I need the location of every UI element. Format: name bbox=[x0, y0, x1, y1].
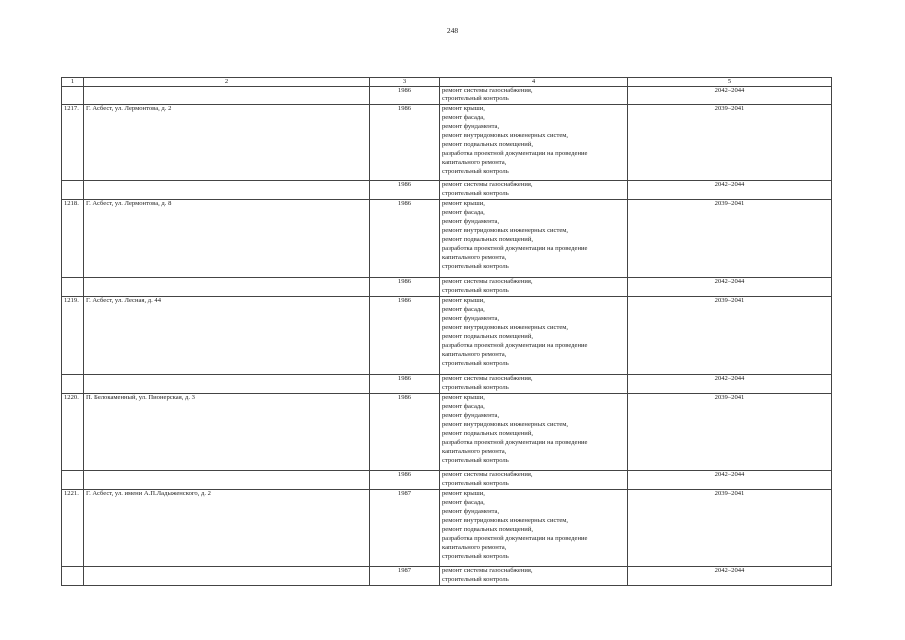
work-item: строительный контроль bbox=[442, 287, 509, 295]
column-header-number: 1 bbox=[62, 78, 84, 87]
work-item: строительный контроль bbox=[442, 167, 509, 175]
work-item: строительный контроль bbox=[442, 262, 509, 270]
table-row bbox=[62, 394, 832, 471]
work-item: ремонт крыши, bbox=[442, 105, 485, 113]
row-number-cell: 1220. bbox=[62, 394, 84, 471]
year-built-cell: 1986 bbox=[370, 105, 440, 181]
row-number-cell bbox=[62, 471, 84, 490]
address-cell: Г. Асбест, ул. имени А.П.Ладыженского, д. 2 bbox=[84, 490, 370, 567]
works-cell bbox=[440, 375, 628, 394]
work-item: ремонт системы газоснабжения, bbox=[442, 471, 533, 479]
repair-schedule-table bbox=[61, 77, 832, 586]
year-built-cell: 1986 bbox=[370, 297, 440, 375]
work-item: разработка проектной документации на проведение bbox=[442, 534, 588, 542]
year-built-cell: 1986 bbox=[370, 86, 440, 105]
work-item: ремонт крыши, bbox=[442, 490, 485, 498]
work-item: ремонт системы газоснабжения, bbox=[442, 567, 533, 575]
work-item: ремонт подвальных помещений, bbox=[442, 332, 533, 340]
column-header-works: 4 bbox=[440, 78, 628, 87]
work-item: строительный контроль bbox=[442, 359, 509, 367]
work-item: ремонт системы газоснабжения, bbox=[442, 278, 533, 286]
table-row bbox=[62, 200, 832, 278]
row-number-cell bbox=[62, 86, 84, 105]
period-cell: 2042–2044 bbox=[628, 567, 832, 586]
work-item: ремонт крыши, bbox=[442, 200, 485, 208]
year-built-cell: 1986 bbox=[370, 375, 440, 394]
work-item: ремонт крыши, bbox=[442, 394, 485, 402]
work-item: ремонт фасада, bbox=[442, 306, 485, 314]
work-item: строительный контроль bbox=[442, 456, 509, 464]
work-item: ремонт внутридомовых инженерных систем, bbox=[442, 132, 569, 140]
work-item: ремонт подвальных помещений, bbox=[442, 525, 533, 533]
work-item: ремонт системы газоснабжения, bbox=[442, 181, 533, 189]
work-item: ремонт фасада, bbox=[442, 209, 485, 217]
address-cell: П. Белокаменный, ул. Пионерская, д. 3 bbox=[84, 394, 370, 471]
works-cell bbox=[440, 105, 628, 181]
table-row bbox=[62, 375, 832, 394]
works-cell bbox=[440, 471, 628, 490]
period-cell: 2039–2041 bbox=[628, 105, 832, 181]
work-item: строительный контроль bbox=[442, 190, 509, 198]
work-item: строительный контроль bbox=[442, 576, 509, 584]
works-cell bbox=[440, 200, 628, 278]
row-number-cell bbox=[62, 375, 84, 394]
work-item: разработка проектной документации на проведение bbox=[442, 149, 588, 157]
year-built-cell: 1986 bbox=[370, 200, 440, 278]
work-item: разработка проектной документации на проведение bbox=[442, 341, 588, 349]
work-item: ремонт внутридомовых инженерных систем, bbox=[442, 421, 569, 429]
address-cell: Г. Асбест, ул. Лесная, д. 44 bbox=[84, 297, 370, 375]
column-header-period: 5 bbox=[628, 78, 832, 87]
period-cell: 2039–2041 bbox=[628, 297, 832, 375]
work-item: строительный контроль bbox=[442, 384, 509, 392]
table-row bbox=[62, 490, 832, 567]
address-cell bbox=[84, 181, 370, 200]
table-row bbox=[62, 105, 832, 181]
work-item: ремонт фундамента, bbox=[442, 508, 500, 516]
row-number-cell: 1217. bbox=[62, 105, 84, 181]
work-item: ремонт системы газоснабжения, bbox=[442, 375, 533, 383]
table-row bbox=[62, 86, 832, 105]
period-cell: 2039–2041 bbox=[628, 490, 832, 567]
work-item: ремонт подвальных помещений, bbox=[442, 429, 533, 437]
row-number-cell: 1219. bbox=[62, 297, 84, 375]
row-number-cell: 1218. bbox=[62, 200, 84, 278]
work-item: ремонт фасада, bbox=[442, 114, 485, 122]
works-cell bbox=[440, 278, 628, 297]
works-cell bbox=[440, 394, 628, 471]
table-row bbox=[62, 297, 832, 375]
year-built-cell: 1987 bbox=[370, 567, 440, 586]
table-header bbox=[62, 78, 832, 87]
work-item: разработка проектной документации на проведение bbox=[442, 244, 588, 252]
work-item: ремонт внутридомовых инженерных систем, bbox=[442, 227, 569, 235]
row-number-cell bbox=[62, 567, 84, 586]
table-row bbox=[62, 181, 832, 200]
work-item: ремонт крыши, bbox=[442, 297, 485, 305]
row-number-cell bbox=[62, 181, 84, 200]
work-item: строительный контроль bbox=[442, 480, 509, 488]
work-item: ремонт внутридомовых инженерных систем, bbox=[442, 324, 569, 332]
table-row bbox=[62, 471, 832, 490]
column-header-address: 2 bbox=[84, 78, 370, 87]
works-cell bbox=[440, 490, 628, 567]
work-item: разработка проектной документации на проведение bbox=[442, 438, 588, 446]
year-built-cell: 1986 bbox=[370, 278, 440, 297]
work-item: капитального ремонта, bbox=[442, 350, 507, 358]
work-item: капитального ремонта, bbox=[442, 158, 507, 166]
address-cell bbox=[84, 375, 370, 394]
works-cell bbox=[440, 181, 628, 200]
work-item: ремонт системы газоснабжения, bbox=[442, 86, 533, 94]
works-cell bbox=[440, 567, 628, 586]
work-item: строительный контроль bbox=[442, 552, 509, 560]
work-item: ремонт подвальных помещений, bbox=[442, 140, 533, 148]
work-item: капитального ремонта, bbox=[442, 447, 507, 455]
work-item: ремонт фундамента, bbox=[442, 412, 500, 420]
table-body bbox=[62, 86, 832, 586]
year-built-cell: 1987 bbox=[370, 490, 440, 567]
work-item: строительный контроль bbox=[442, 95, 509, 103]
work-item: ремонт фасада, bbox=[442, 403, 485, 411]
year-built-cell: 1986 bbox=[370, 181, 440, 200]
period-cell: 2042–2044 bbox=[628, 375, 832, 394]
row-number-cell bbox=[62, 278, 84, 297]
address-cell: Г. Асбест, ул. Лермонтова, д. 2 bbox=[84, 105, 370, 181]
year-built-cell: 1986 bbox=[370, 471, 440, 490]
work-item: ремонт фундамента, bbox=[442, 218, 500, 226]
works-cell bbox=[440, 86, 628, 105]
period-cell: 2039–2041 bbox=[628, 394, 832, 471]
address-cell bbox=[84, 278, 370, 297]
table-row bbox=[62, 567, 832, 586]
work-item: ремонт фасада, bbox=[442, 499, 485, 507]
works-cell bbox=[440, 297, 628, 375]
work-item: ремонт фундамента, bbox=[442, 315, 500, 323]
address-cell: Г. Асбест, ул. Лермонтова, д. 8 bbox=[84, 200, 370, 278]
row-number-cell: 1221. bbox=[62, 490, 84, 567]
year-built-cell: 1986 bbox=[370, 394, 440, 471]
period-cell: 2042–2044 bbox=[628, 471, 832, 490]
period-cell: 2042–2044 bbox=[628, 181, 832, 200]
period-cell: 2042–2044 bbox=[628, 278, 832, 297]
work-item: капитального ремонта, bbox=[442, 253, 507, 261]
work-item: ремонт фундамента, bbox=[442, 123, 500, 131]
work-item: ремонт внутридомовых инженерных систем, bbox=[442, 517, 569, 525]
table-row bbox=[62, 278, 832, 297]
work-item: капитального ремонта, bbox=[442, 543, 507, 551]
period-cell: 2039–2041 bbox=[628, 200, 832, 278]
period-cell: 2042–2044 bbox=[628, 86, 832, 105]
address-cell bbox=[84, 567, 370, 586]
address-cell bbox=[84, 86, 370, 105]
address-cell bbox=[84, 471, 370, 490]
page-number: 248 bbox=[446, 26, 459, 35]
work-item: ремонт подвальных помещений, bbox=[442, 235, 533, 243]
column-header-year: 3 bbox=[370, 78, 440, 87]
